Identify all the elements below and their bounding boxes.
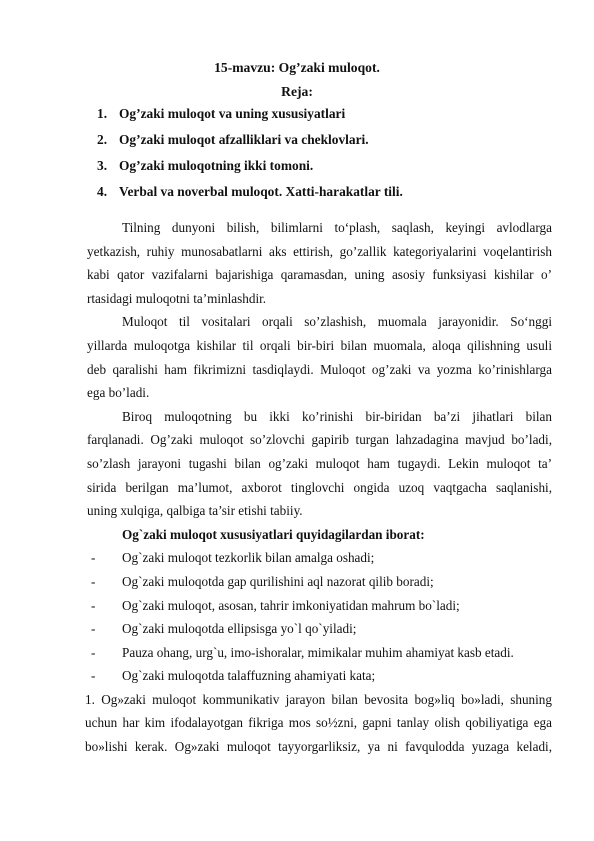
paragraph-final: [85, 688, 552, 759]
plan-item-number: 3.: [97, 158, 108, 173]
body-text: [87, 216, 552, 759]
feature-text: Pauza ohang, urg`u, imo-ishoralar, mimikalar muhim ahamiyat kasb etadi.: [122, 644, 514, 660]
plan-item: [97, 105, 403, 131]
plan-item: [97, 183, 403, 209]
paragraph-line: yetkazish, ruhiy munosabatlarni aks ettirish, go’zallik kategoriyalarini voqelantirish: [87, 243, 552, 259]
feature-text: Og`zaki muloqotda ellipsisga yo`l qo`yiladi;: [122, 621, 357, 637]
dash-bullet: -: [91, 621, 96, 637]
feature-text: Og`zaki muloqot, asosan, tahrir imkoniyatidan mahrum bo`ladi;: [122, 597, 460, 613]
paragraph-line: bo»lishi kerak. Og»zaki muloqot tayyorgarliksiz, ya ni favqulodda yuzaga keladi,: [85, 739, 552, 755]
plan-list: [97, 105, 403, 209]
feature-item: [87, 617, 552, 641]
paragraph-line: Muloqot til vositalari orqali so’zlashish, muomala jarayonidir. So‘nggi: [122, 314, 552, 330]
paragraph-biroq: [87, 405, 552, 523]
paragraph-line: so’zlash jarayoni tugashi bilan og’zaki muloqot ham tugaydi. Lekin muloqot ta’: [87, 455, 552, 471]
plan-item-text: Og’zaki muloqotning ikki tomoni.: [119, 158, 314, 173]
page-title: 15-mavzu: Og’zaki muloqot.: [214, 60, 380, 75]
paragraph-line: Tilning dunyoni bilish, bilimlarni to‘plash, saqlash, keyingi avlodlarga: [122, 220, 552, 235]
paragraph-line: deb qaralishi ham fikrimizni tasdiqlaydi. Muloqot og’zaki va yozma ko’rinishlarga: [87, 361, 552, 377]
plan-item-text: Og’zaki muloqot va uning xususiyatlari: [119, 106, 346, 121]
plan-item-text: Verbal va noverbal muloqot. Xatti-harakatlar tili.: [119, 184, 403, 199]
paragraph-line: kabi qator vazifalarni bajarishiga qaramasdan, uning asosiy funksiyasi kishilar o’: [87, 267, 552, 283]
paragraph-muloqot: [87, 310, 552, 404]
plan-item-number: 4.: [97, 184, 108, 199]
feature-item: [87, 546, 552, 570]
feature-text: Og`zaki muloqot tezkorlik bilan amalga oshadi;: [122, 550, 375, 566]
paragraph-line: uning xulqiga, qalbiga ta’sir etishi tabiiy.: [87, 503, 303, 519]
feature-item: [87, 570, 552, 594]
paragraph-line: yillarda muloqotga kishilar til orqali bir-biri bilan muomala, aloqa qilishning usuli: [87, 337, 552, 353]
features-list: [87, 546, 552, 688]
paragraph-intro: [87, 216, 552, 310]
paragraph-line: uchun har kim ifodalayotgan fikriga mos so½zni, gapni tanlay olish qobiliyatiga ega: [85, 715, 552, 731]
features-heading: Og`zaki muloqot xususiyatlari quyidagilardan iborat:: [122, 526, 425, 542]
paragraph-line: 1. Og»zaki muloqot kommunikativ jarayon bilan bevosita bog»liq bo»ladi, shuning: [85, 691, 552, 707]
feature-item: [87, 664, 552, 688]
plan-item-number: 2.: [97, 132, 108, 147]
paragraph-line: Biroq muloqotning bu ikki ko’rinishi bir-biridan ba’zi jihatlari bilan: [122, 408, 552, 424]
feature-item: [87, 594, 552, 618]
feature-text: Og`zaki muloqotda talaffuzning ahamiyati kata;: [122, 668, 376, 684]
feature-item: [87, 641, 552, 665]
plan-item-text: Og’zaki muloqot afzalliklari va cheklovlari.: [119, 132, 369, 147]
plan-heading: Reja:: [281, 84, 313, 99]
paragraph-line: sirida berilgan ma’lumot, axborot tinglovchi ongida uzoq vaqtgacha saqlanishi,: [87, 479, 552, 495]
dash-bullet: -: [91, 597, 96, 613]
plan-item: [97, 157, 403, 183]
paragraph-line: rtasidagi muloqotni ta’minlashdir.: [87, 290, 267, 306]
paragraph-line: farqlanadi. Og’zaki muloqot so’zlovchi gapirib turgan lahzadagina mavjud bo’ladi,: [87, 432, 552, 448]
dash-bullet: -: [91, 550, 96, 566]
plan-item: [97, 131, 403, 157]
dash-bullet: -: [91, 644, 96, 660]
plan-item-number: 1.: [97, 106, 108, 121]
paragraph-line: ega bo’ladi.: [87, 385, 150, 401]
dash-bullet: -: [91, 668, 96, 684]
dash-bullet: -: [91, 573, 96, 589]
feature-text: Og`zaki muloqotda gap qurilishini aql nazorat qilib boradi;: [122, 573, 434, 589]
